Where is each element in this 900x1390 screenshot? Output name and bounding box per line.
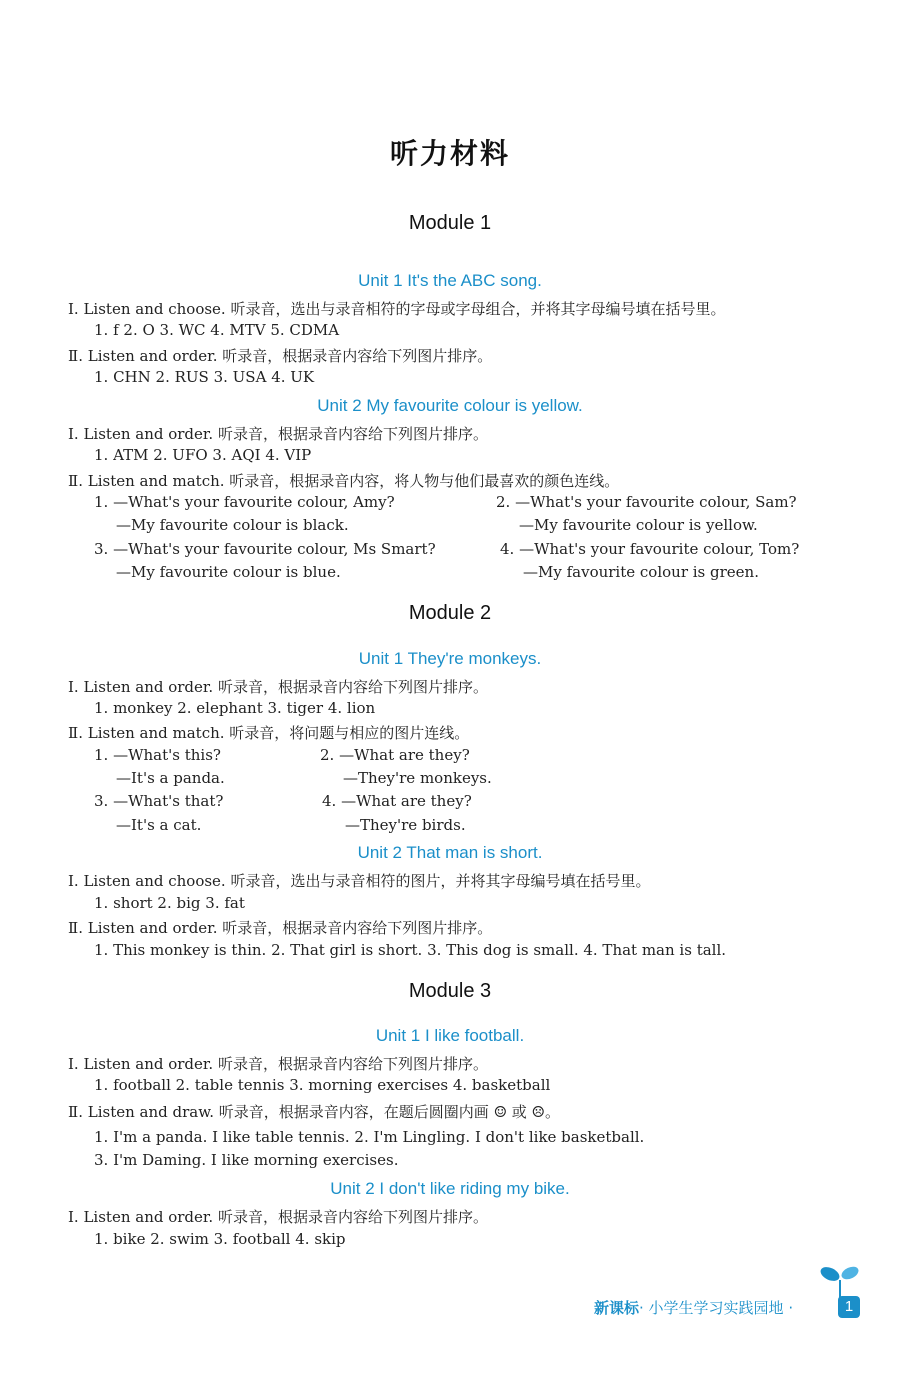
unit-heading: Unit 1 It's the ABC song.: [358, 271, 542, 290]
dialogue-answer: —It's a cat.: [116, 816, 202, 834]
section-instruction: Ⅰ. Listen and order. 听录音，根据录音内容给下列图片排序。: [68, 678, 488, 696]
answer-line: 1. f 2. O 3. WC 4. MTV 5. CDMA: [94, 321, 340, 339]
dialogue-answer: —It's a panda.: [116, 769, 225, 787]
dialogue-question: 1. —What's this?: [94, 746, 221, 764]
unit-heading: Unit 2 I don't like riding my bike.: [330, 1179, 570, 1198]
unit-heading: Unit 1 I like football.: [375, 1026, 525, 1045]
dialogue-answer: —My favourite colour is black.: [116, 516, 349, 534]
dialogue-question: 4. —What are they?: [322, 792, 472, 810]
dialogue-question: 2. —What are they?: [320, 746, 470, 764]
dialogue-question: 1. —What's your favourite colour, Amy?: [94, 493, 395, 511]
answer-line: 1. football 2. table tennis 3. morning exercises 4. basketball: [94, 1076, 551, 1094]
module-2-heading: Module 2: [408, 602, 492, 624]
section-instruction: Ⅰ. Listen and choose. 听录音，选出与录音相符的图片，并将其字母编号填在括号里。: [68, 872, 651, 890]
section-instruction: Ⅱ. Listen and order. 听录音，根据录音内容给下列图片排序。: [68, 347, 493, 365]
section-instruction: Ⅱ. Listen and match. 听录音，将问题与相应的图片连线。: [68, 724, 470, 742]
dialogue-question: 3. —What's your favourite colour, Ms Smart?: [94, 540, 436, 558]
answer-line: 1. monkey 2. elephant 3. tiger 4. lion: [94, 699, 376, 717]
dialogue-answer: —My favourite colour is blue.: [116, 563, 341, 581]
section-instruction: Ⅰ. Listen and order. 听录音，根据录音内容给下列图片排序。: [68, 1055, 488, 1073]
module-1-heading: Module 1: [408, 212, 492, 234]
unit-heading: Unit 2 That man is short.: [357, 843, 543, 862]
section-instruction: Ⅰ. Listen and order. 听录音，根据录音内容给下列图片排序。: [68, 425, 488, 443]
series-name: · 小学生学习实践园地 ·: [639, 1299, 794, 1317]
section-instruction: Ⅰ. Listen and order. 听录音，根据录音内容给下列图片排序。: [68, 1208, 488, 1226]
dialogue-answer: —My favourite colour is yellow.: [519, 516, 758, 534]
brand-name: 新课标: [594, 1299, 640, 1317]
page-title: 听力材料: [389, 137, 510, 170]
section-instruction: Ⅱ. Listen and match. 听录音，根据录音内容，将人物与他们最喜欢的颜色连线。: [68, 472, 620, 490]
module-3-heading: Module 3: [408, 980, 492, 1002]
section-instruction: Ⅱ. Listen and order. 听录音，根据录音内容给下列图片排序。: [68, 919, 493, 937]
dialogue-answer: —They're monkeys.: [343, 769, 492, 787]
answer-line: 1. This monkey is thin. 2. That girl is short. 3. This dog is small. 4. That man is tall.: [94, 941, 727, 959]
answer-line: 3. I'm Daming. I like morning exercises.: [94, 1151, 399, 1169]
dialogue-answer: —My favourite colour is green.: [523, 563, 759, 581]
dialogue-question: 4. —What's your favourite colour, Tom?: [500, 540, 800, 558]
dialogue-question: 3. —What's that?: [94, 792, 224, 810]
answer-line: 1. CHN 2. RUS 3. USA 4. UK: [94, 368, 315, 386]
page-number: 1: [838, 1296, 860, 1318]
unit-heading: Unit 1 They're monkeys.: [358, 649, 542, 668]
footer-brand: [594, 1297, 793, 1318]
answer-line: 1. I'm a panda. I like table tennis. 2. I'm Lingling. I don't like basketball.: [94, 1128, 645, 1146]
section-instruction: Ⅰ. Listen and choose. 听录音，选出与录音相符的字母或字母组合，并将其字母编号填在括号里。: [68, 300, 726, 318]
answer-line: 1. ATM 2. UFO 3. AQI 4. VIP: [94, 446, 312, 464]
dialogue-answer: —They're birds.: [345, 816, 466, 834]
section-instruction: Ⅱ. Listen and draw. 听录音，根据录音内容，在题后圆圈内画 ☺ 或 ☹。: [68, 1103, 561, 1121]
answer-line: 1. short 2. big 3. fat: [94, 894, 245, 912]
answer-line: 1. bike 2. swim 3. football 4. skip: [94, 1230, 346, 1248]
unit-heading: Unit 2 My favourite colour is yellow.: [317, 396, 583, 415]
dialogue-question: 2. —What's your favourite colour, Sam?: [496, 493, 797, 511]
